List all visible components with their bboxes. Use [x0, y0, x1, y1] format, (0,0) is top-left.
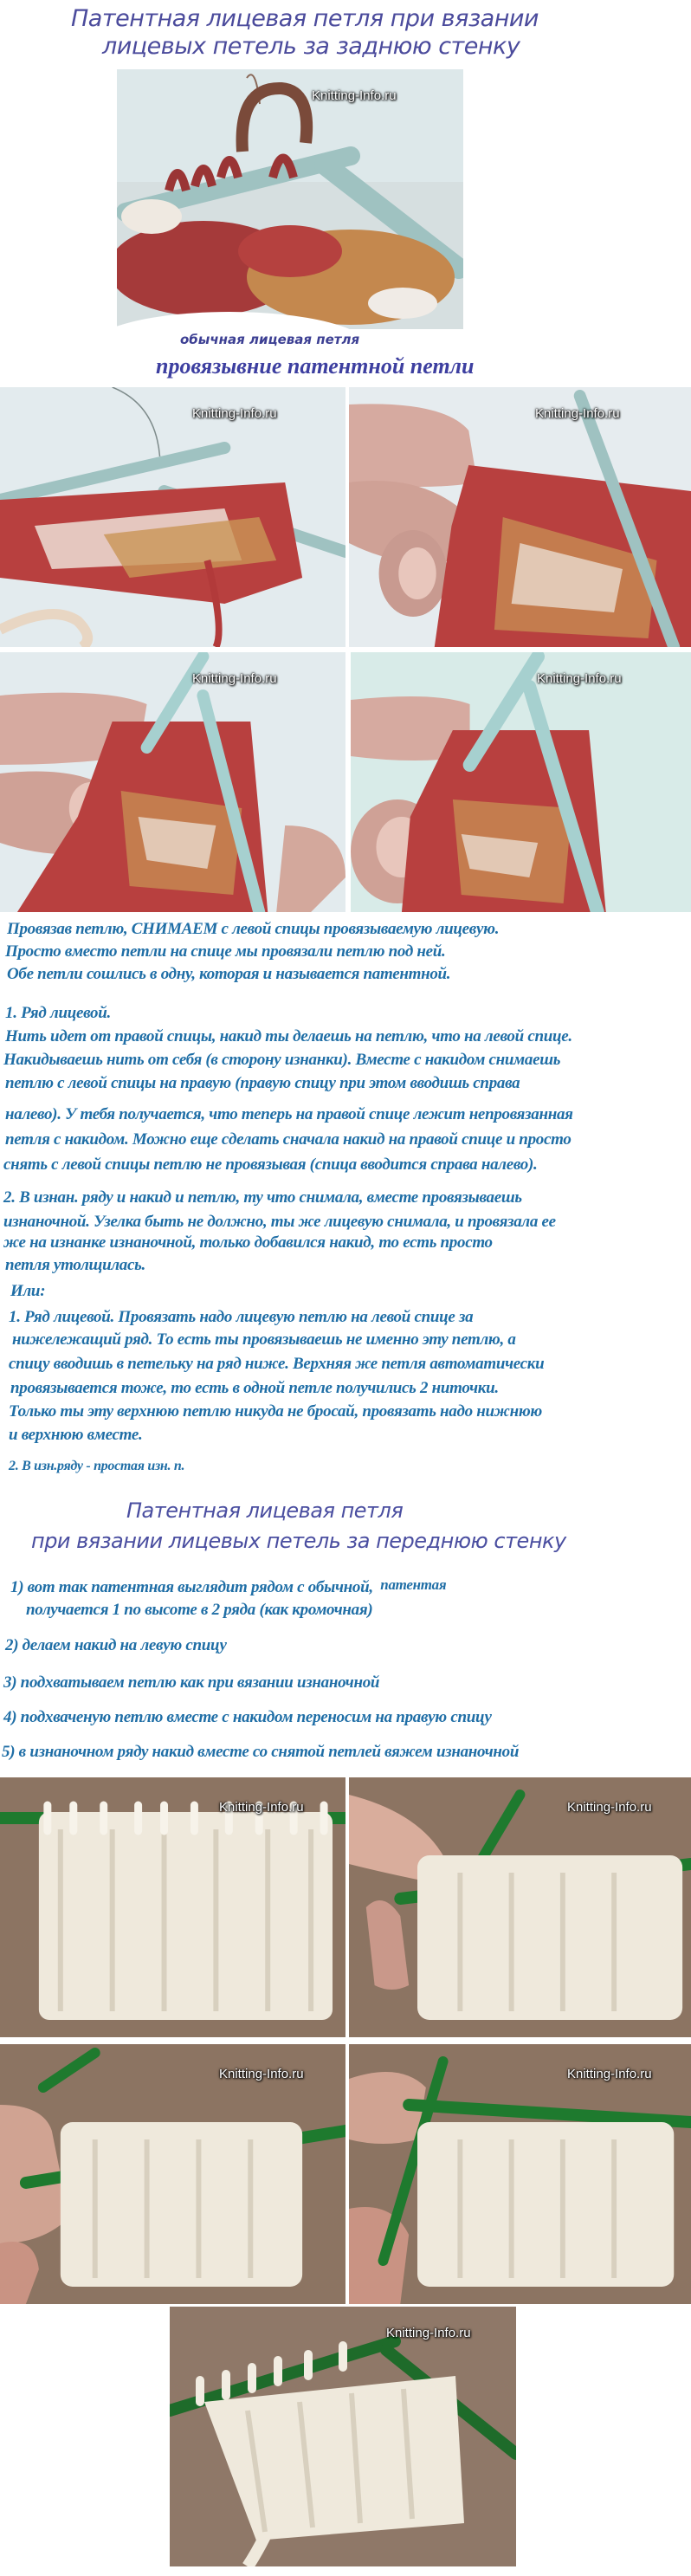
knitting-red-yarn-illustration	[117, 69, 463, 329]
photo-yarn-over-left-needle	[349, 1777, 691, 2037]
text-line: и верхнюю вместе.	[9, 1426, 143, 1444]
watermark: Knitting-Info.ru	[312, 88, 397, 103]
text-line: петля утолщилась.	[5, 1256, 145, 1274]
watermark: Knitting-Info.ru	[219, 2067, 304, 2081]
photo-transfer-to-right-needle	[349, 2044, 691, 2304]
step-1-extra: патентая	[380, 1576, 447, 1593]
photo-regular-knit-stitch	[117, 69, 463, 329]
watermark: Knitting-Info.ru	[386, 2326, 471, 2340]
text-line: Нить идет от правой спицы, накид ты делаешь на петлю, что на левой спице.	[5, 1027, 572, 1045]
text-line: нижележащий ряд. То есть ты провязываешь не именно эту петлю, а	[12, 1330, 516, 1349]
step-1-continued: получается 1 по высоте в 2 ряда (как кромочная)	[26, 1601, 373, 1619]
text-line: петля с накидом. Можно еще сделать сначала накид на правой спице и просто	[5, 1130, 572, 1149]
text-line: спицу вводишь в петельку на ряд ниже. Верхняя же петля автоматически	[9, 1355, 545, 1373]
step-2: 2) делаем накид на левую спицу	[5, 1636, 227, 1654]
text-line: изнаночной. Узелка быть не должно, ты же лицевую снимала, и провязала ее	[3, 1213, 556, 1231]
section2-title-line1: Патентная лицевая петля	[126, 1498, 404, 1523]
text-line: же на изнанке изнаночной, только добавился накид, то есть просто	[3, 1233, 493, 1252]
step-1-text: 1) вот так патентная выглядит рядом с обычной,	[10, 1578, 373, 1596]
text-line: Только ты эту верхнюю петлю никуда не бросай, провязать надо нижнюю	[9, 1402, 542, 1421]
text-line: Обе петли сошлись в одну, которая и называется патентной.	[7, 965, 451, 983]
photo-step-3-red	[0, 652, 346, 912]
text-line: 2. В изнан. ряду и накид и петлю, ту что снимала, вместе провязываешь	[3, 1188, 522, 1207]
watermark: Knitting-Info.ru	[535, 406, 620, 421]
watermark: Knitting-Info.ru	[567, 1800, 652, 1815]
section1-title-line1: Патентная лицевая петля при вязании	[71, 5, 539, 32]
photo-step-1-red	[0, 387, 346, 647]
photo-step-4-red	[351, 652, 691, 912]
watermark: Knitting-Info.ru	[192, 406, 277, 421]
text-line: провязывается тоже, то есть в одной петле получились 2 ниточки.	[10, 1379, 499, 1397]
photo-patent-vs-regular	[0, 1777, 346, 2037]
or-label: Или:	[10, 1282, 46, 1300]
text-line: Провязав петлю, СНИМАЕМ с левой спицы провязываемую лицевую.	[7, 920, 500, 938]
step-1	[10, 1578, 446, 1597]
watermark: Knitting-Info.ru	[192, 671, 277, 686]
photo-pick-up-purlwise	[0, 2044, 346, 2304]
step-3: 3) подхватываем петлю как при вязании изнаночной	[3, 1673, 380, 1692]
step-5: 5) в изнаночном ряду накид вместе со снятой петлей вяжем изнаночной	[2, 1743, 520, 1761]
text-line: снять с левой спицы петлю не провязывая (спица вводится справа налево).	[3, 1155, 538, 1174]
text-line: петлю с левой спицы на правую (правую спицу при этом вводишь справа	[5, 1074, 520, 1092]
row1-heading: 1. Ряд лицевой.	[5, 1004, 111, 1022]
watermark: Knitting-Info.ru	[219, 1800, 304, 1815]
photo-step-2-red	[349, 387, 691, 647]
text-line: налево). У тебя получается, что теперь на правой спице лежит непровязанная	[5, 1105, 573, 1123]
section1-title-line2: лицевых петель за заднюю стенку	[102, 33, 520, 60]
text-line: Накидываешь нить от себя (в сторону изнанки). Вместе с накидом снимаешь	[3, 1051, 561, 1069]
section2-title-line2: при вязании лицевых петель за переднюю стенку	[31, 1529, 566, 1553]
method2-row2: 2. В изн.ряду - простая изн. п.	[9, 1459, 185, 1473]
text-line: Просто вместо петли на спице мы провязали петлю под ней.	[5, 942, 446, 961]
photo-caption-regular-stitch: обычная лицевая петля	[180, 332, 360, 347]
photo-purl-row-result	[170, 2307, 516, 2566]
watermark: Knitting-Info.ru	[567, 2067, 652, 2081]
text-line: 1. Ряд лицевой. Провязать надо лицевую петлю на левой спице за	[9, 1308, 474, 1326]
step-4: 4) подхваченую петлю вместе с накидом переносим на правую спицу	[3, 1708, 492, 1726]
section1-subtitle: провязывние патентной петли	[156, 353, 475, 379]
watermark: Knitting-Info.ru	[537, 671, 622, 686]
